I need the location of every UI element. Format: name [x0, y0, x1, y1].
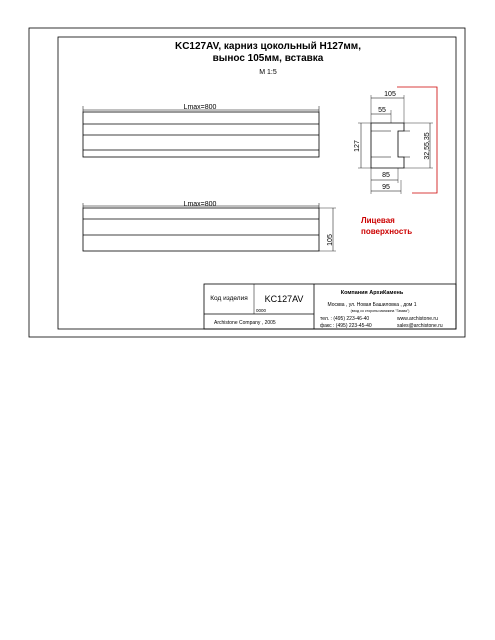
top-view-depth-dimension: 105 — [327, 234, 334, 246]
face-surface-label-line1: Лицевая — [361, 216, 395, 225]
drawing-title-line1: KC127AV, карниз цокольный H127мм, — [174, 41, 362, 52]
company-tel: тел. : (495) 223-46-40 — [320, 316, 370, 322]
company-fax: факс : (495) 223-45-40 — [320, 323, 372, 329]
front-view-length-label: Lmax=800 — [183, 104, 217, 111]
company-copyright: Archistone Company , 2005 — [214, 320, 276, 326]
dim-top-width: 105 — [384, 91, 396, 98]
top-view — [83, 201, 336, 251]
front-view — [83, 104, 319, 157]
face-surface-label-line2: поверхность — [361, 227, 413, 236]
title-block — [204, 284, 456, 329]
profile-section — [354, 87, 437, 236]
product-code-sub: 0000 — [256, 308, 267, 313]
company-website: www.archistone.ru — [397, 316, 438, 322]
dim-top-inner: 55 — [378, 107, 386, 114]
drawing-scale: M 1:5 — [259, 69, 277, 76]
product-code-value: KC127AV — [264, 294, 304, 304]
company-email: sales@archistone.ru — [397, 323, 443, 329]
face-surface-outline — [397, 87, 437, 193]
dim-right-stack: 32,55,35 — [424, 132, 431, 160]
inner-frame — [58, 37, 456, 329]
company-name: Компания АрхиКамень — [340, 290, 404, 296]
dim-bottom-inner: 85 — [382, 172, 390, 179]
dim-bottom-width: 95 — [382, 184, 390, 191]
drawing-title-line2: вынос 105мм, вставка — [212, 53, 324, 64]
top-view-length-label: Lmax=800 — [183, 201, 217, 208]
dim-height: 127 — [354, 140, 361, 152]
product-code-label: Код изделия — [210, 295, 248, 302]
company-address: Москва , ул. Новая Башиловка , дом 1 — [327, 302, 417, 308]
company-address-note: (вход со стороны магазина "Гамма") — [350, 309, 410, 313]
